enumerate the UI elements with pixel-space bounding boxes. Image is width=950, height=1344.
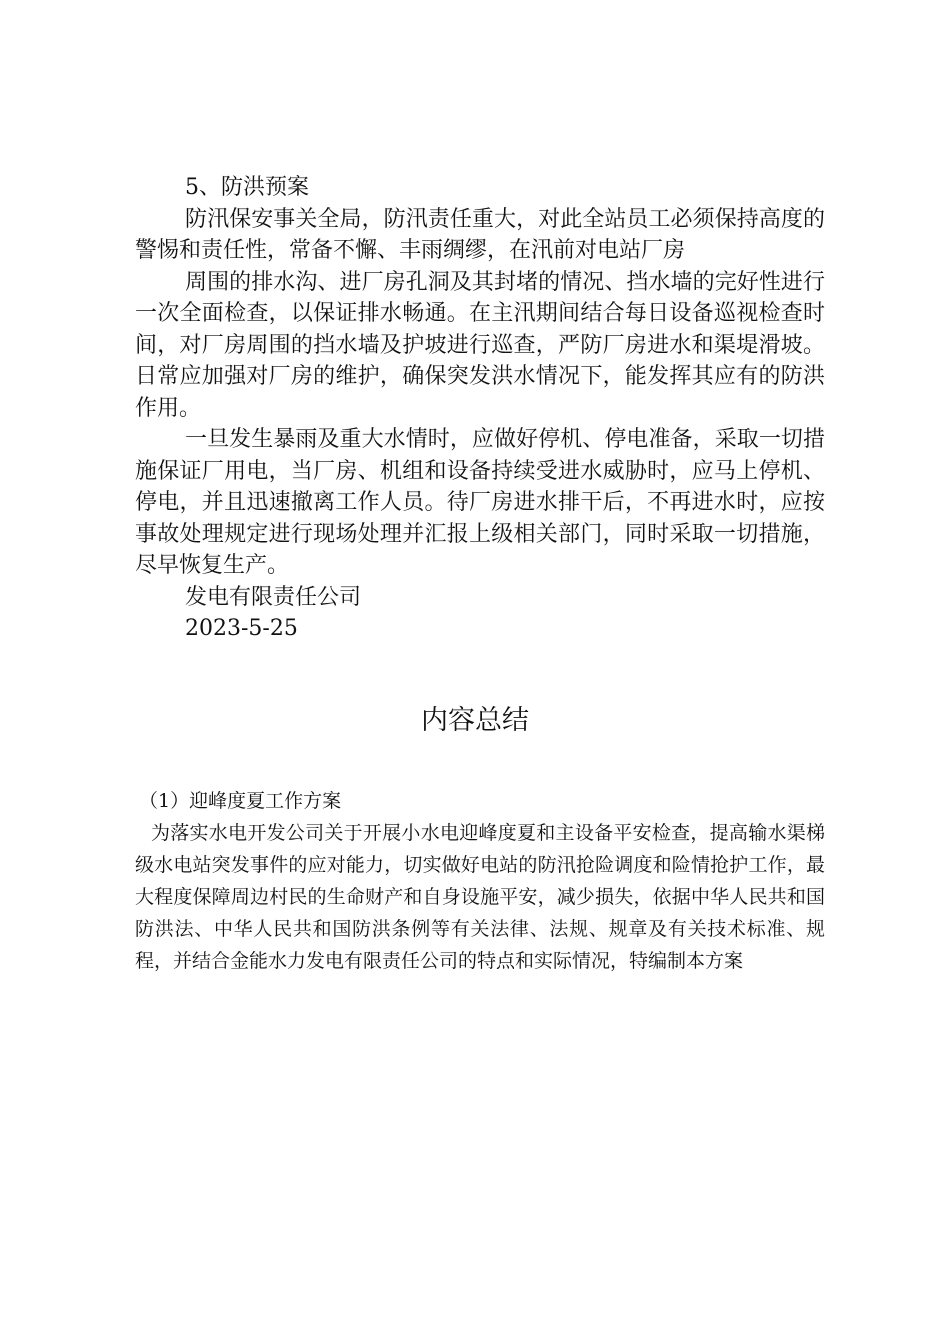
summary-title: 内容总结 — [421, 705, 529, 736]
signature-date: 2023-5-25 — [185, 616, 298, 641]
summary-item-heading: （1）迎峰度夏工作方案 — [139, 790, 342, 812]
paragraph-3: 一旦发生暴雨及重大水情时，应做好停机、停电准备，采取一切措施保证厂用电，当厂房、机组和设备持续受进水威胁时，应马上停机、停电，并且迅速撤离工作人员。待厂房进水排干后，不再进水时，应按事故处理规定进行现场处理并汇报上级相关部门，同时采取一切措施，尽早恢复生产。 — [135, 427, 825, 578]
summary-section — [135, 785, 825, 977]
flood-plan-section — [135, 172, 825, 645]
summary-item-text: 为落实水电开发公司关于开展小水电迎峰度夏和主设备平安检查，提高输水渠梯级水电站突发事件的应对能力，切实做好电站的防汛抢险调度和险情抢护工作，最大程度保障周边村民的生命财产和自身设施平安，减少损失，依据中华人民共和国防洪法、中华人民共和国防洪条例等有关法律、法规、规章及有关技术标准、规程，并结合金能水力发电有限责任公司的特点和实际情况，特编制本方案 — [135, 822, 825, 972]
paragraph-1: 防汛保安事关全局，防汛责任重大，对此全站员工必须保持高度的警惕和责任性，常备不懈、丰雨绸缪，在汛前对电站厂房 — [135, 206, 825, 263]
signature-company: 发电有限责任公司 — [185, 584, 362, 610]
paragraph-2: 周围的排水沟、进厂房孔洞及其封堵的情况、挡水墙的完好性进行一次全面检查，以保证排水畅通。在主汛期间结合每日设备巡视检查时间，对厂房周围的挡水墙及护坡进行巡查，严防厂房进水和渠堤滑坡。日常应加强对厂房的维护，确保突发洪水情况下，能发挥其应有的防洪作用。 — [135, 269, 825, 421]
section-heading: 5、防洪预案 — [185, 175, 309, 200]
